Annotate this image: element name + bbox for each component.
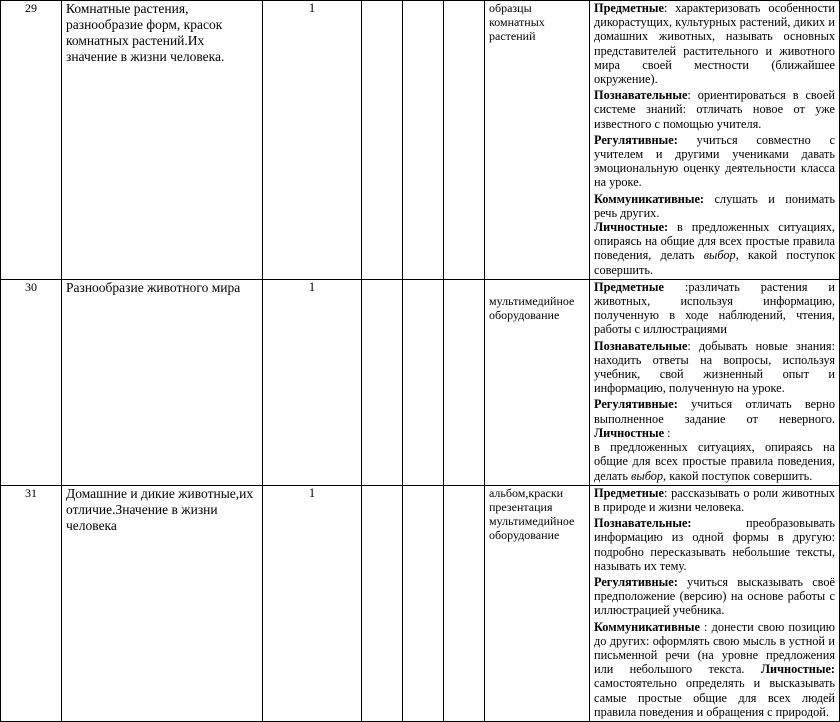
outcome-communicative: Коммуникативные: слушать и понимать речь других. Личностные: в предложенных ситуациях, опираясь на общие для всех простые правила поведения, делать выбор, какой поступок совершить. [594, 191, 835, 277]
lesson-number: 29 [25, 1, 37, 15]
hours-cell [263, 279, 362, 485]
outcome-subject: Предметные :различать растения и животных, используя информацию, полученную в ходе наблюдений, чтения, работы с иллюстрациями [594, 279, 835, 337]
lesson-topic: Разнообразие животного мира [62, 279, 263, 485]
hours-cell [263, 1, 362, 280]
lesson-number-cell [1, 485, 62, 721]
learning-outcomes-cell [590, 1, 840, 280]
hours-count: 1 [308, 485, 316, 500]
lesson-number: 31 [25, 485, 37, 500]
lesson-topic: Комнатные растения, разнообразие форм, красок комнатных растений.Их значение в жизни человека. [62, 1, 263, 280]
lesson-number: 30 [25, 279, 37, 294]
learning-outcomes-cell [590, 485, 840, 721]
hours-count: 1 [308, 279, 316, 294]
outcome-cognitive: Познавательные: ориентироваться в своей системе знаний: отличать новое от уже известного с помощью учителя. [594, 88, 835, 131]
empty-cell [362, 279, 403, 485]
empty-cell [444, 279, 485, 485]
empty-cell [403, 485, 444, 721]
empty-cell [403, 279, 444, 485]
table-row [1, 1, 840, 280]
hours-cell [263, 485, 362, 721]
outcome-subject: Предметные: рассказывать о роли животных в природе и жизни человека. [594, 485, 835, 514]
hours-count: 1 [308, 1, 316, 15]
outcome-regulatory: Регулятивные: учиться отличать верно выполненное задание от неверного. Личностные : в предложенных ситуациях, опираясь на общие для всех простые правила поведения, делать выбор, какой поступок совершить. [594, 397, 835, 483]
outcome-subject: Предметные: характеризовать особенности дикорастущих, культурных растений, диких и домашних животных, называть основных представителей растительного и животного мира своей местности (ближайшее окружение). [594, 1, 835, 87]
table-row [1, 279, 840, 485]
empty-cell [362, 485, 403, 721]
outcome-cognitive: Познавательные: преобразовывать информацию из одной формы в другую: подробно пересказывать небольшие тексты, называть их тему. [594, 516, 835, 573]
lesson-topic: Домашние и дикие животные,их отличие.Значение в жизни человека [62, 485, 263, 721]
outcome-communicative: Коммуникативные : донести свою позицию до других: оформлять свою мысль в устной и письменной речи (на уровне предложения или небольшого текста. Личностные: самостоятельно определять и высказывать самые простые общие для всех людей правила поведения и обращения с природой. [594, 619, 835, 719]
empty-cell [444, 485, 485, 721]
equipment-cell: альбом,краски презентация мультимедийное оборудование [485, 485, 590, 721]
equipment-cell: мультимедийное оборудование [485, 279, 590, 485]
outcome-regulatory: Регулятивные: учиться высказывать своё предположение (версию) на основе работы с иллюстрацией учебника. [594, 574, 835, 618]
empty-cell [444, 1, 485, 280]
outcome-regulatory: Регулятивные: учиться совместно с учителем и другими учениками давать эмоциональную оценку деятельности класса на уроке. [594, 132, 835, 190]
equipment-cell: образцы комнатных растений [485, 1, 590, 280]
lesson-number-cell [1, 1, 62, 280]
lesson-number-cell [1, 279, 62, 485]
empty-cell [362, 1, 403, 280]
learning-outcomes-cell [590, 279, 840, 485]
table-row [1, 485, 840, 721]
outcome-cognitive: Познавательные: добывать новые знания: находить ответы на вопросы, используя учебник, свой жизненный опыт и информацию, полученную на уроке. [594, 338, 835, 396]
empty-cell [403, 1, 444, 280]
